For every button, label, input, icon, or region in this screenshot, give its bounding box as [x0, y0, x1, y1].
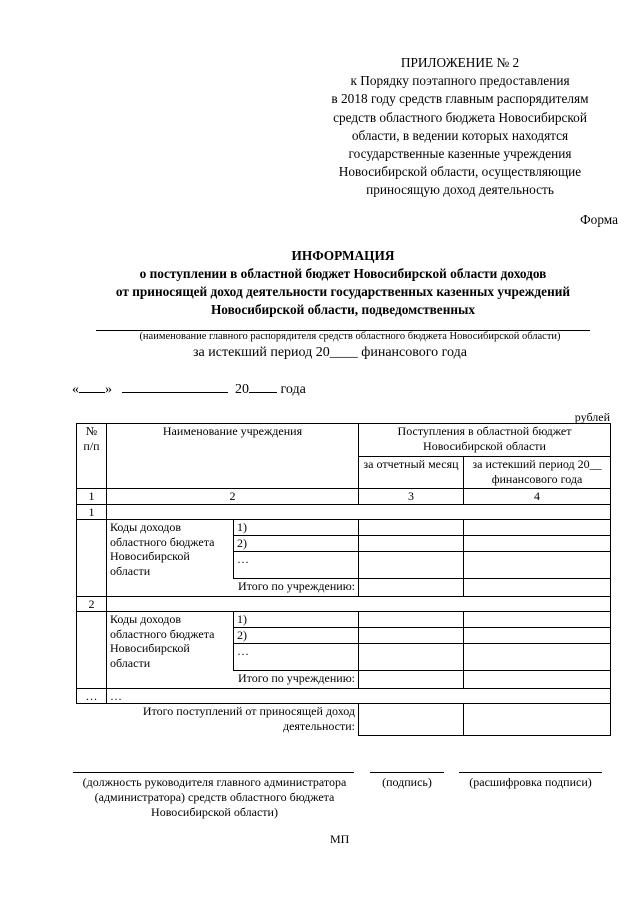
header-period: за истекший период 20__ финансового года [464, 457, 611, 489]
form-label: Форма [580, 212, 618, 227]
period-value-cell[interactable] [464, 520, 611, 536]
institution-name-cell[interactable] [107, 504, 611, 520]
grand-total-label: Итого поступлений от приносящей доход деятельности: [107, 704, 359, 736]
position-line[interactable] [73, 772, 354, 773]
period-value-cell[interactable] [464, 612, 611, 628]
ellipsis-row: … … [77, 688, 611, 704]
institution-total-row [77, 670, 611, 688]
income-code-cell[interactable]: 1) [234, 612, 359, 628]
institution-total-label: Итого по учреждению: [107, 670, 359, 688]
unit-label: рублей [574, 410, 610, 424]
title-heading: ИНФОРМАЦИЯ [291, 248, 395, 263]
codes-label: Коды доходов областного бюджета Новосибирской области [107, 612, 234, 671]
period-value-cell[interactable] [464, 644, 611, 670]
distributor-caption: (наименование главного распорядителя средств областного бюджета Новосибирской области) [139, 331, 561, 342]
header-num: № п/п [77, 424, 107, 489]
income-code-cell[interactable]: 1) [234, 520, 359, 536]
appendix-line: области, в ведении которых находятся [351, 127, 569, 143]
appendix-block [300, 54, 620, 200]
signature-line[interactable] [370, 772, 444, 773]
reporting-period: за истекший период 20____ финансового года [193, 345, 467, 360]
institution-num: 1 [77, 504, 107, 520]
month-value-cell[interactable] [359, 644, 464, 670]
grand-total-month-cell[interactable] [359, 704, 464, 736]
month-value-cell[interactable] [359, 536, 464, 552]
institution-row [77, 596, 611, 612]
appendix-line: средств областного бюджета Новосибирской [333, 109, 587, 125]
appendix-line: к Порядку поэтапного предоставления [350, 73, 570, 89]
month-value-cell[interactable] [359, 612, 464, 628]
appendix-line: Новосибирской области, осуществляющие [338, 164, 582, 180]
month-value-cell[interactable] [359, 552, 464, 578]
period-value-cell[interactable] [464, 552, 611, 578]
signature-caption: (подпись) [382, 775, 432, 789]
income-code-cell[interactable]: … [234, 644, 359, 670]
appendix-line: государственные казенные учреждения [348, 146, 572, 162]
receipts-table [76, 423, 611, 736]
column-numbers-row: 1 2 3 4 [77, 489, 611, 505]
total-period-cell[interactable] [464, 670, 611, 688]
decryption-caption: (расшифровка подписи) [469, 775, 592, 789]
seal-label: МП [330, 832, 350, 846]
header-row [77, 424, 611, 457]
income-code-cell[interactable]: … [234, 552, 359, 578]
date-line: « » 20 года [72, 382, 306, 397]
grand-total-row [77, 704, 611, 736]
total-period-cell[interactable] [464, 578, 611, 596]
position-caption: (должность руководителя главного администратора (администратора) средств областного бюджета Новосибирской области) [82, 775, 347, 819]
total-month-cell[interactable] [359, 670, 464, 688]
title-line: Новосибирской области, подведомственных [210, 302, 476, 317]
grand-total-period-cell[interactable] [464, 704, 611, 736]
month-value-cell[interactable] [359, 520, 464, 536]
appendix-line: в 2018 году средств главным распорядителям [331, 91, 589, 107]
day-field[interactable] [79, 380, 105, 393]
income-code-cell[interactable]: 2) [234, 628, 359, 644]
year-field[interactable] [249, 380, 277, 393]
header-name: Наименование учреждения [107, 424, 359, 489]
appendix-title: ПРИЛОЖЕНИЕ № 2 [400, 55, 520, 70]
period-value-cell[interactable] [464, 628, 611, 644]
month-value-cell[interactable] [359, 628, 464, 644]
decryption-line[interactable] [459, 772, 602, 773]
income-code-cell[interactable]: 2) [234, 536, 359, 552]
document-title [40, 247, 640, 319]
title-line: от приносящей доход деятельности государственных казенных учреждений [115, 284, 571, 299]
income-code-row [77, 520, 611, 536]
header-month: за отчетный месяц [359, 457, 464, 489]
income-code-row [77, 612, 611, 628]
month-field[interactable] [122, 380, 228, 393]
institution-num: 2 [77, 596, 107, 612]
codes-label: Коды доходов областного бюджета Новосибирской области [107, 520, 234, 579]
header-receipts: Поступления в областной бюджет Новосибирской области [359, 424, 611, 457]
institution-row [77, 504, 611, 520]
period-value-cell[interactable] [464, 536, 611, 552]
title-line: о поступлении в областной бюджет Новосибирской области доходов [139, 266, 547, 281]
appendix-line: приносящую доход деятельность [366, 182, 554, 198]
institution-total-row [77, 578, 611, 596]
total-month-cell[interactable] [359, 578, 464, 596]
institution-total-label: Итого по учреждению: [107, 578, 359, 596]
institution-name-cell[interactable] [107, 596, 611, 612]
